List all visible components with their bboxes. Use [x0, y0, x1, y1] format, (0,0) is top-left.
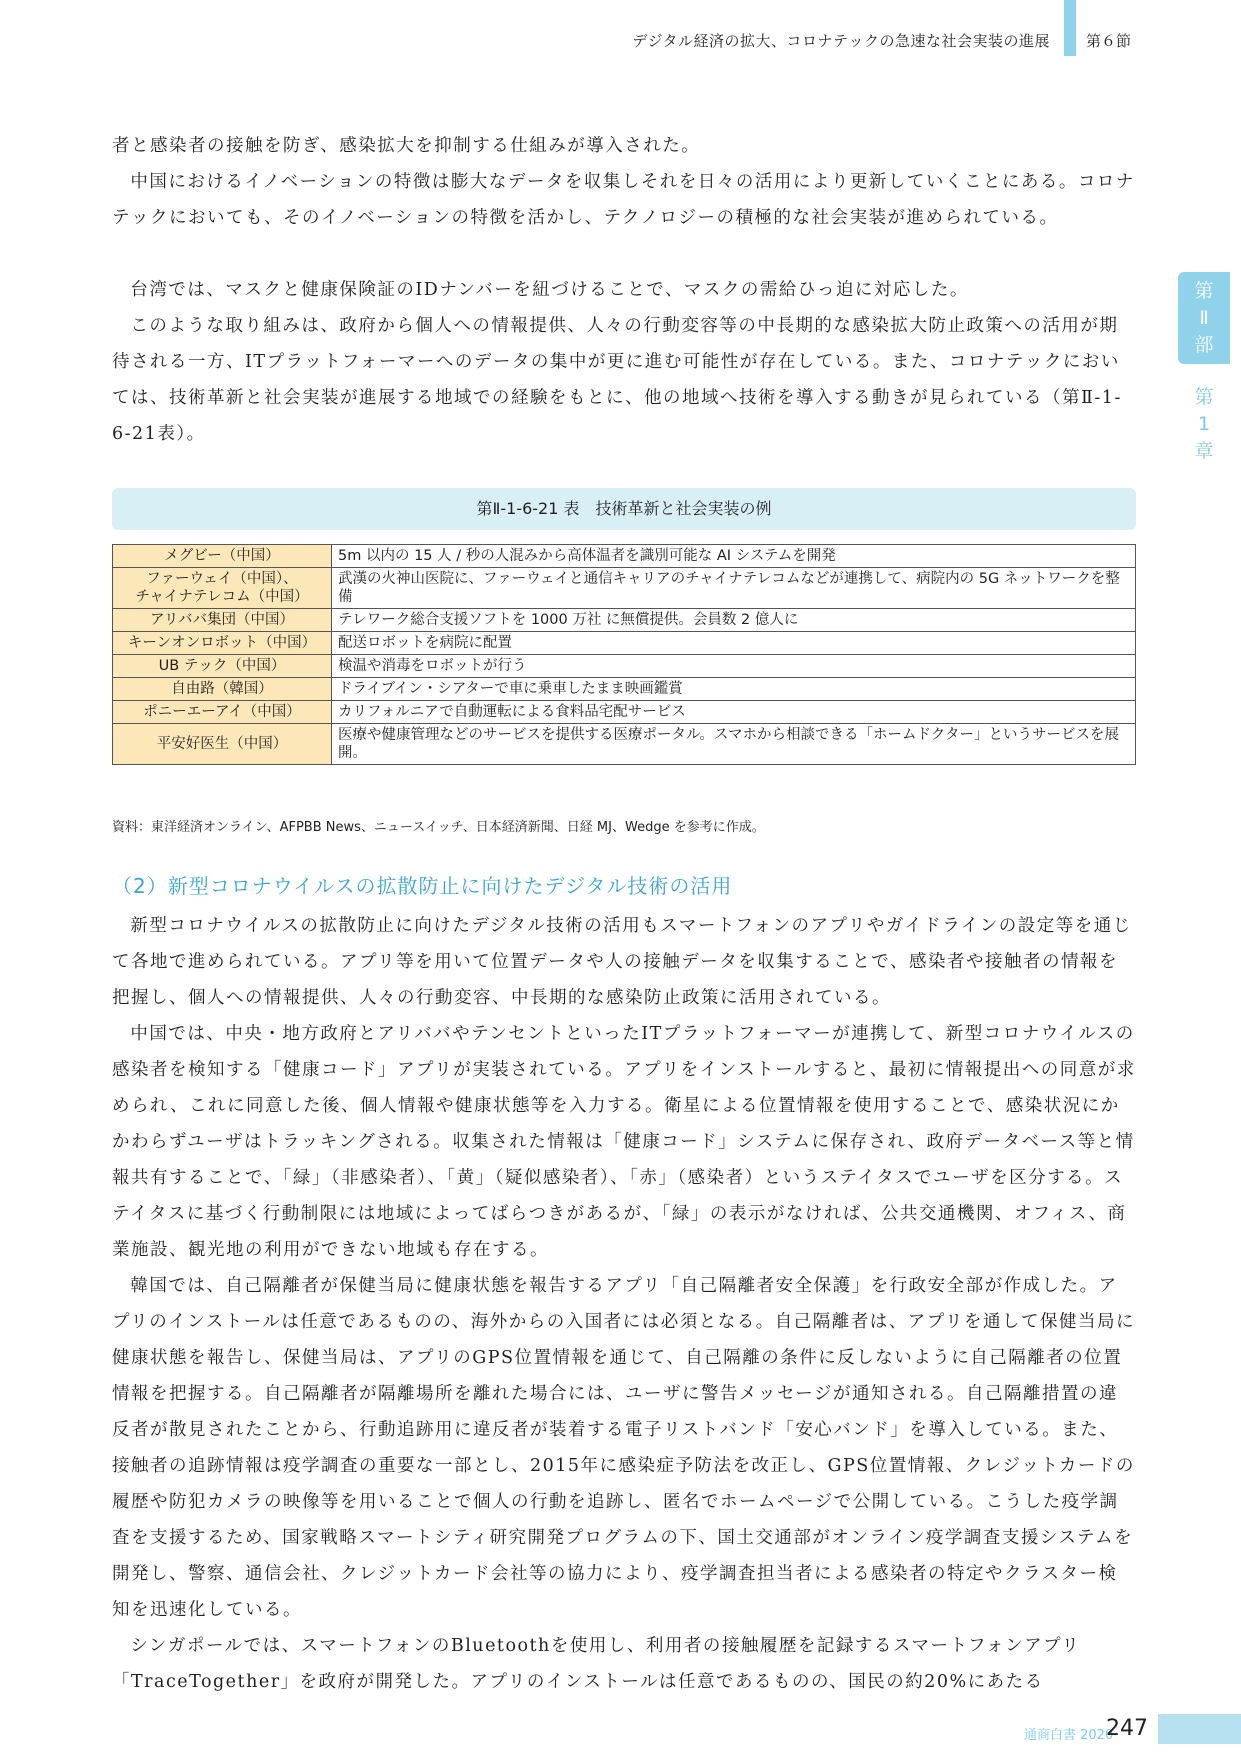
company-cell: メグビー（中国）	[113, 545, 332, 568]
table-row	[113, 545, 1136, 568]
description-cell: 検温や消毒をロボットが行う	[332, 655, 1136, 678]
company-cell: ポニーエーアイ（中国）	[113, 701, 332, 724]
examples-table	[112, 544, 1136, 765]
paragraph: このような取り組みは、政府から個人への情報提供、人々の行動変容等の中長期的な感染拡大防止政策への活用が期待される一方、ITプラットフォーマーへのデータの集中が更に進む可能性が存在している。また、コロナテックにおいては、技術革新と社会実装が進展する地域での経験をもとに、他の地域へ技術を導入する動きが見られている（第Ⅱ-1-6-21表）。	[112, 316, 1122, 444]
table-row	[113, 568, 1136, 609]
paragraph: 中国におけるイノベーションの特徴は膨大なデータを収集しそれを日々の活用により更新していくことにある。コロナテックにおいても、そのイノベーションの特徴を活かし、テクノロジーの積極的な社会実装が進められている。	[112, 172, 1135, 228]
chapter-tab-char: 1	[1197, 413, 1211, 435]
description-cell: 配送ロボットを病院に配置	[332, 632, 1136, 655]
page-number: 247	[1106, 1716, 1148, 1741]
company-cell: ファーウェイ（中国）、 チャイナテレコム（中国）	[113, 568, 332, 609]
header-accent-bar	[1064, 0, 1076, 56]
paragraph: シンガポールでは、スマートフォンのBluetoothを使用し、利用者の接触履歴を記録するスマートフォンアプリ「TraceTogether」を政府が開発した。アプリのインストールは任意であるものの、国民の約20%にあたる	[112, 1636, 1081, 1692]
table-row	[113, 655, 1136, 678]
table-row	[113, 724, 1136, 765]
paragraph: 新型コロナウイルスの拡散防止に向けたデジタル技術の活用もスマートフォンのアプリやガイドラインの設定等を通じて各地で進められている。アプリ等を用いて位置データや人の接触データを収集することで、感染者や接触者の情報を把握し、個人への情報提供、人々の行動変容、中長期的な感染防止政策に活用されている。	[112, 916, 1132, 1008]
company-cell: 平安好医生（中国）	[113, 724, 332, 765]
table-title: 第Ⅱ-1-6-21 表 技術革新と社会実装の例	[112, 488, 1136, 530]
company-cell: 自由路（韓国）	[113, 678, 332, 701]
section-heading: （2）新型コロナウイルスの拡散防止に向けたデジタル技術の活用	[112, 874, 733, 898]
chapter-tab	[1178, 384, 1230, 465]
paragraph: 韓国では、自己隔離者が保健当局に健康状態を報告するアプリ「自己隔離者安全保護」を行政安全部が作成した。アプリのインストールは任意であるものの、海外からの入国者には必須となる。自己隔離者は、アプリを通して保健当局に健康状態を報告し、保健当局は、アプリのGPS位置情報を通じて、自己隔離の条件に反しないように自己隔離者の位置情報を把握する。自己隔離者が隔離場所を離れた場合には、ユーザに警告メッセージが通知される。自己隔離措置の違反者が散見されたことから、行動追跡用に違反者が装着する電子リストバンド「安心バンド」を導入している。また、接触者の追跡情報は疫学調査の重要な一部とし、2015年に感染症予防法を改正し、GPS位置情報、クレジットカードの履歴や防犯カメラの映像等を用いることで個人の行動を追跡し、匿名でホームページで公開している。こうした疫学調査を支援するため、国家戦略スマートシティ研究開発プログラムの下、国土交通部がオンライン疫学調査支援システムを開発し、警察、通信会社、クレジットカード会社等の協力により、疫学調査担当者による感染者の特定やクラスター検知を迅速化している。	[112, 1276, 1136, 1620]
running-header-title: デジタル経済の拡大、コロナテックの急速な社会実装の進展	[632, 32, 1050, 50]
company-cell: UB テック（中国）	[113, 655, 332, 678]
part-tab-char: 部	[1194, 334, 1214, 356]
description-cell: カリフォルニアで自動運転による食料品宅配サービス	[332, 701, 1136, 724]
chapter-tab-char: 第	[1194, 386, 1214, 408]
table-row	[113, 701, 1136, 724]
running-header-section: 第６節	[1086, 32, 1132, 50]
table-row	[113, 609, 1136, 632]
description-cell: ドライブイン・シアターで車に乗車したまま映画鑑賞	[332, 678, 1136, 701]
table-row	[113, 632, 1136, 655]
part-tab	[1178, 272, 1230, 364]
company-cell: アリババ集団（中国）	[113, 609, 332, 632]
description-cell: テレワーク総合支援ソフトを 1000 万社 に無償提供。会員数 2 億人に	[332, 609, 1136, 632]
table-row	[113, 678, 1136, 701]
footer-accent-bar	[1158, 1714, 1241, 1744]
description-cell: 5m 以内の 15 人 / 秒の人混みから高体温者を識別可能な AI システムを開発	[332, 545, 1136, 568]
footer-publication-label: 通商白書 2020	[1024, 1728, 1114, 1743]
paragraph: 中国では、中央・地方政府とアリババやテンセントといったITプラットフォーマーが連携して、新型コロナウイルスの感染者を検知する「健康コード」アプリが実装されている。アプリをインストールすると、最初に情報提出への同意が求められ、これに同意した後、個人情報や健康状態等を入力する。衛星による位置情報を使用することで、感染状況にかかわらずユーザはトラッキングされる。収集された情報は「健康コード」システムに保存され、政府データベース等と情報共有することで、「緑」（非感染者）、「黄」（疑似感染者）、「赤」（感染者）というステイタスでユーザを区分する。ステイタスに基づく行動制限には地域によってばらつきがあるが、「緑」の表示がなければ、公共交通機関、オフィス、商業施設、観光地の利用ができない地域も存在する。	[112, 1024, 1136, 1260]
paragraph: 者と感染者の接触を防ぎ、感染拡大を抑制する仕組みが導入された。	[112, 136, 701, 156]
table-source-note: 資料：東洋経済オンライン、AFPBB News、ニュースイッチ、日本経済新聞、日経 MJ、Wedge を参考に作成。	[112, 820, 765, 835]
description-cell: 武漢の火神山医院に、ファーウェイと通信キャリアのチャイナテレコムなどが連携して、病院内の 5G ネットワークを整備	[332, 568, 1136, 609]
part-tab-char: 第	[1194, 280, 1214, 302]
chapter-tab-char: 章	[1194, 440, 1214, 462]
company-cell: キーンオンロボット（中国）	[113, 632, 332, 655]
paragraph: 台湾では、マスクと健康保険証のIDナンバーを紐づけることで、マスクの需給ひっ迫に対応した。	[130, 280, 969, 300]
description-cell: 医療や健康管理などのサービスを提供する医療ポータル。スマホから相談できる「ホームドクター」というサービスを展開。	[332, 724, 1136, 765]
part-tab-char: Ⅱ	[1199, 307, 1209, 329]
